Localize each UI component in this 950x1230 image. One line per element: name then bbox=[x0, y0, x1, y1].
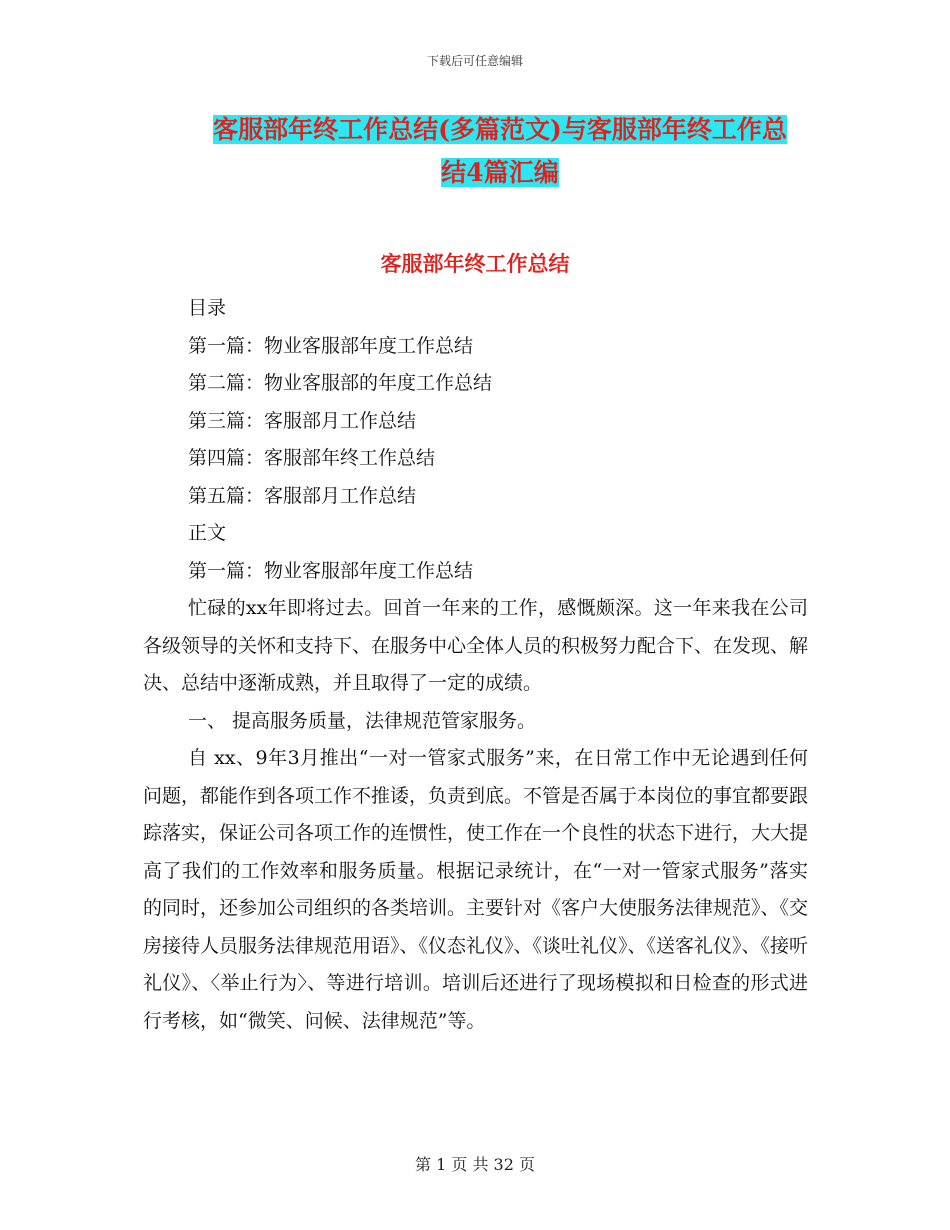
section-title: 第一篇：物业客服部年度工作总结 bbox=[188, 559, 474, 582]
document-title bbox=[150, 108, 850, 194]
toc-item: 第二篇：物业客服部的年度工作总结 bbox=[188, 372, 493, 394]
section-heading: 客服部年终工作总结 bbox=[380, 251, 570, 276]
page-footer: 第 1 页 共 32 页 bbox=[415, 1155, 535, 1174]
paragraph: 自 xx、9年3月推出“一对一管家式服务”来，在日常工作中无论遇到任何问题，都能作到各项工作不推诿，负责到底。不管是否属于本岗位的事宜都要跟踪落实，保证公司各项工作的连惯性，使工作在一个良性的状态下进行，大大提高了我们的工作效率和服务质量。根据记录统计，在“一对一管家式服务”落实的同时，还参加公司组织的各类培训。主要针对《客户大使服务法律规范》、《交房接待人员服务法律规范用语》、《仪态礼仪》、《谈吐礼仪》、《送客礼仪》、《接听礼仪》、〈举止行为〉、等进行培训。培训后还进行了现场模拟和日检查的形式进行考核，如“微笑、问候、法律规范”等。 bbox=[143, 747, 809, 1032]
toc-item: 第五篇：客服部月工作总结 bbox=[188, 484, 417, 507]
body-heading: 正文 bbox=[188, 522, 227, 544]
page-header: 下载后可任意编辑 bbox=[426, 54, 523, 68]
toc-item: 第三篇：客服部月工作总结 bbox=[188, 409, 417, 432]
document-body bbox=[143, 290, 808, 1040]
title-line-2: 结4篇汇编 bbox=[441, 158, 559, 187]
toc-item: 第四篇：客服部年终工作总结 bbox=[188, 447, 436, 469]
point-heading: 一、 提高服务质量，法律规范管家服务。 bbox=[188, 709, 537, 732]
title-line-1: 客服部年终工作总结(多篇范文)与客服部年终工作总 bbox=[213, 115, 787, 144]
toc-heading: 目录 bbox=[188, 297, 227, 319]
toc-item: 第一篇：物业客服部年度工作总结 bbox=[188, 334, 474, 357]
paragraph: 忙碌的xx年即将过去。回首一年来的工作，感慨颇深。这一年来我在公司各级领导的关怀和支持下、在服务中心全体人员的积极努力配合下、在发现、解决、总结中逐渐成熟，并且取得了一定的成绩。 bbox=[143, 597, 809, 694]
